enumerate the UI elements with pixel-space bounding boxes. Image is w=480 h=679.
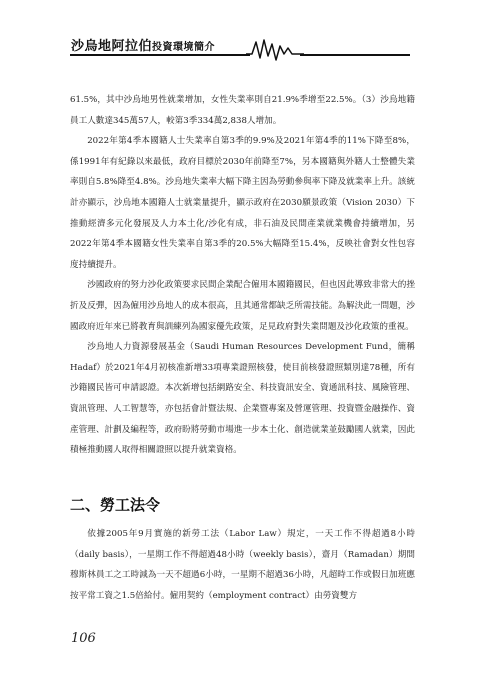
running-header: [0, 0, 480, 64]
running-header-title: [71, 35, 215, 54]
paragraph-unemployment: 2022年第4季本國籍人士失業率自第3季的9.9%及2021年第4季的11%下降至8%，係1991年有紀錄以來最低，政府目標於2030年前降至7%，另本國籍與外籍人士整體失業率則自5.8%降至4.8%。沙烏地失業率大幅下降主因為勞動參與率下降及就業率上升。該統計亦顯示，沙烏地本國籍人士就業量提升，顯示政府在2030願景政策（Vision 2030）下推動經濟多元化發展及人力本土化/沙化有成，非石油及民間產業就業機會持續增加，另2022年第4季本國籍女性失業率自第3季的20.5%大幅降至15.4%，反映社會對女性包容度持續提升。: [70, 136, 415, 270]
section-body-text: [70, 524, 415, 606]
header-title-sub: 投資環境簡介: [152, 42, 216, 53]
paragraph-labor-law: 依據2005年9月實施的新勞工法（Labor Law）規定，一天工作不得超過8小時（daily basis），一星期工作不得超過48小時（weekly basis），齋月（Ramadan）期間穆斯林員工之工時減為一天不超過6小時，一星期不超過36小時，凡超時工作或假日加班應按平常工資之1.5倍給付。僱用契約（employment contract）由勞資雙方: [70, 529, 415, 601]
body-text: [70, 90, 415, 461]
heartbeat-wave-icon: [246, 36, 304, 62]
header-title-main: 沙烏地阿拉伯: [71, 39, 153, 54]
header-rule-right: [300, 54, 410, 56]
paragraph-saudization: 沙國政府的努力沙化政策要求民間企業配合僱用本國籍國民，但也因此導致非常大的挫折及反彈，因為僱用沙烏地人的成本很高，且其通常都缺乏所需技能。為解決此一問題，沙國政府近年來已將教育與訓練列為國家優先政策，足見政府對失業問題及沙化政策的重視。: [70, 280, 415, 332]
page-number: 106: [71, 631, 96, 646]
paragraph-continuation: 61.5%，其中沙烏地男性就業增加，女性失業率則自21.9%季增至22.5%。（3）沙烏地籍員工人數達345萬57人，較第3季334萬2,838人增加。: [70, 95, 415, 126]
paragraph-hadaf: 沙烏地人力資源發展基金（Saudi Human Resources Development Fund，簡稱Hadaf）於2021年4月初核准新增33項專業證照核發，使目前核發證照類別達78種，所有沙籍國民皆可申請認證。本次新增包括網路安全、科技資訊安全、資通訊科技、風險管理、資訊管理、人工智慧等，亦包括會計暨法規、企業暨專案及營運管理、投資暨金融操作、資產管理、計劃及編程等，政府盼將勞動市場進一步本土化、創造就業並鼓勵國人就業，因此積極推動國人取得相關證照以提升就業資格。: [70, 342, 415, 456]
section-heading: 二、勞工法令: [70, 496, 161, 514]
header-rule-left: [70, 54, 250, 56]
